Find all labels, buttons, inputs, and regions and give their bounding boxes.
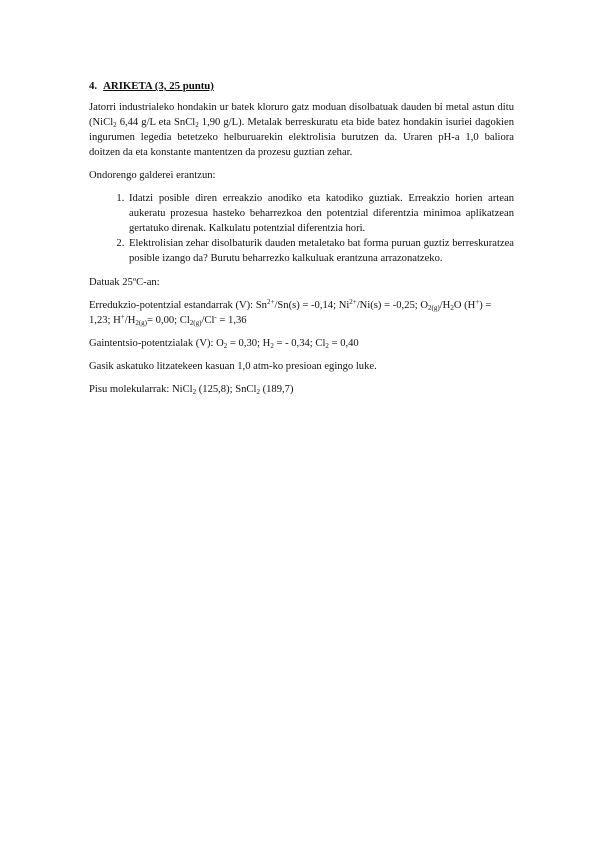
subscript: 2 xyxy=(325,342,329,350)
data-header: Datuak 25ºC-an: xyxy=(89,277,160,288)
value: = 0,00; xyxy=(147,315,180,326)
gas-note: Gasik askatuko litzatekeen kasuan 1,0 atm-ko presioan egingo luke. xyxy=(89,361,377,372)
species: H xyxy=(113,315,121,326)
value: /Sn(s) = -0,14; xyxy=(274,300,339,311)
value: ) = 1,23; xyxy=(89,300,492,326)
superscript: - xyxy=(214,313,217,321)
species: O xyxy=(216,338,224,349)
value: (125,8); xyxy=(196,384,236,395)
species: Sn xyxy=(255,300,267,311)
species: O (H xyxy=(453,300,476,311)
subscript: 2(g) xyxy=(135,319,148,327)
species: /Cl xyxy=(201,315,215,326)
species: NiCl xyxy=(171,384,193,395)
value: = - 0,34; xyxy=(273,338,316,349)
species: /H xyxy=(124,315,136,326)
species: H xyxy=(262,338,271,349)
exercise-title xyxy=(89,79,514,94)
subscript: 2 xyxy=(256,388,260,396)
subscript: 2 xyxy=(113,121,117,129)
intro-text: 1,90 g/L). Metalak berreskuratu eta bide batez hondakin isuriei dagokien ingurumen legedia betetzeko helburuarekin elektrolisia burutzen da. Uraren pH-a 1,0 baliora doitzen da eta konstante mantentzen da prozesu guztian zehar. xyxy=(89,117,515,158)
intro-text: Jatorri industrialeko hondakin ur batek kloruro gatz moduan disolbatuak dauden bi metal astun ditu (NiCl xyxy=(89,102,514,128)
value: = 0,30; xyxy=(227,338,263,349)
superscript: 2+ xyxy=(266,298,275,306)
species: SnCl xyxy=(235,384,257,395)
species: Cl xyxy=(179,315,190,326)
label: Pisu molekularrak: xyxy=(89,384,172,395)
exercise-number: 4. xyxy=(89,80,98,92)
document-page xyxy=(89,79,514,405)
label: Erredukzio-potentzial estandarrak (V): xyxy=(89,300,256,311)
questions-list xyxy=(89,191,514,266)
reduction-potentials xyxy=(89,298,514,328)
subscript: 2 xyxy=(223,342,228,350)
exercise-title-label: ARIKETA (3, 25 puntu) xyxy=(103,80,214,92)
molecular-weights xyxy=(89,382,514,397)
subscript: 2(g) xyxy=(428,304,440,312)
value: /Ni(s) = -0,25; xyxy=(356,300,421,311)
intro-paragraph xyxy=(89,100,514,160)
species: Ni xyxy=(338,300,350,311)
subscript: 2 xyxy=(195,121,199,129)
value: = 1,36 xyxy=(216,315,247,326)
superscript: 2+ xyxy=(349,298,357,306)
superscript: + xyxy=(475,298,480,306)
superscript: + xyxy=(120,313,125,321)
species: /H xyxy=(439,300,451,311)
overpotentials xyxy=(89,336,514,351)
subscript: 2 xyxy=(450,304,454,312)
question-item: 1. Idatzi posible diren erreakzio anodiko eta katodiko guztiak. Erreakzio horien artean aukeratu prozesua hasteko beharrezkoa den potentzial diferentzia minimoa aplikatzean gertatuko direnak. Kalkulatu potentzial diferentzia hori. xyxy=(127,191,514,236)
questions-prompt: Ondorengo galderei erantzun: xyxy=(89,170,216,181)
subscript: 2 xyxy=(270,342,274,350)
label: Gaintentsio-potentzialak (V): xyxy=(89,338,217,349)
value: (189,7) xyxy=(259,384,294,395)
subscript: 2 xyxy=(192,388,197,396)
species: Cl xyxy=(315,338,326,349)
intro-text: 6,44 g/L eta SnCl xyxy=(116,117,196,128)
species: O xyxy=(420,300,429,311)
subscript: 2(g) xyxy=(189,319,202,327)
question-item: 2. Elektrolisian zehar disolbaturik dauden metaletako bat forma puruan guztiz berreskuratzea posible izango da? Burutu beharrezko kalkuluak erantzuna arrazonatzeko. xyxy=(127,236,514,266)
value: = 0,40 xyxy=(328,338,359,349)
